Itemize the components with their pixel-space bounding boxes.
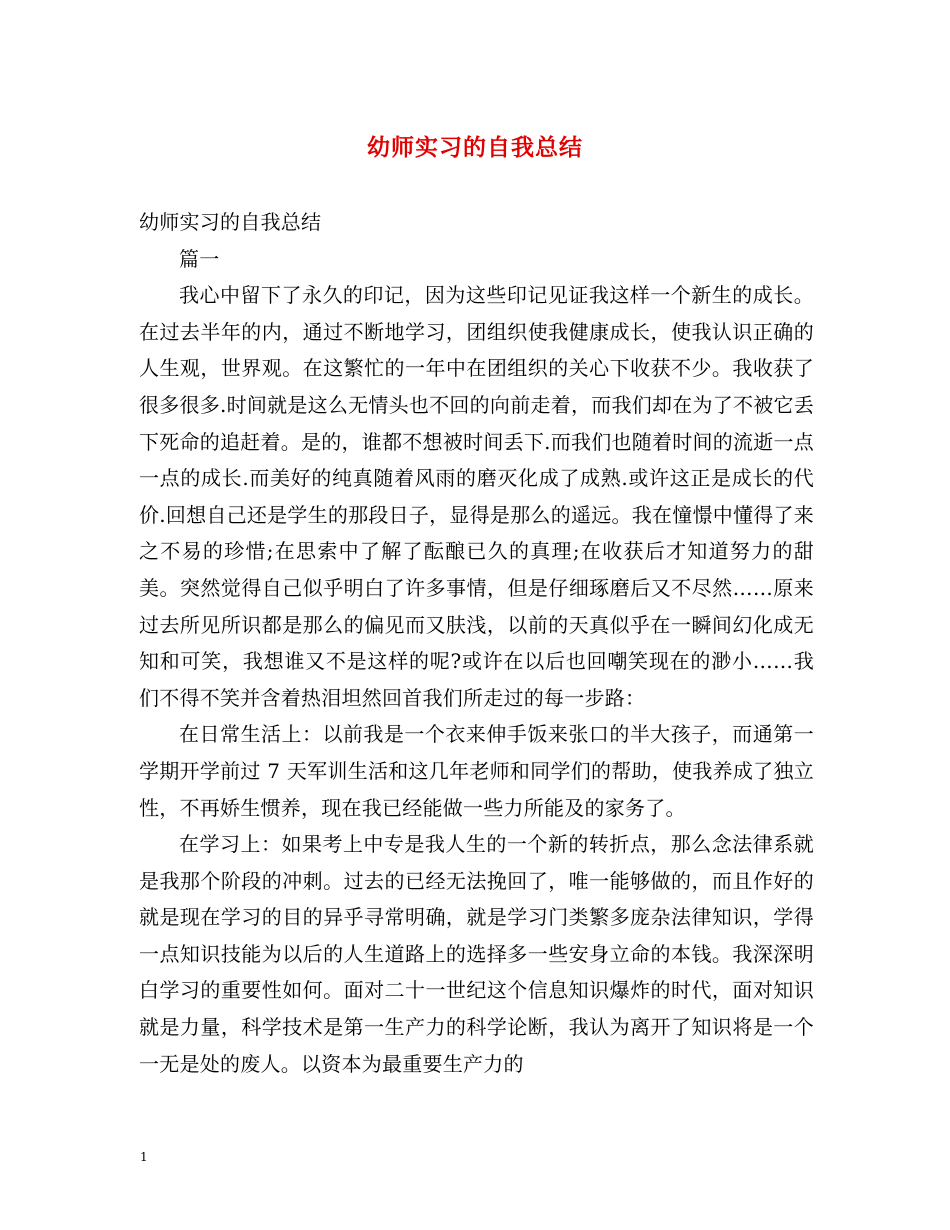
- document-subtitle: 幼师实习的自我总结: [139, 210, 322, 234]
- document-body: [139, 204, 814, 1082]
- body-paragraph-1: 我心中留下了永久的印记，因为这些印记见证我这样一个新生的成长。在过去半年的内，通过不断地学习，团组织使我健康成长，使我认识正确的人生观，世界观。在这繁忙的一年中在团组织的关心下收获不少。我收获了很多很多.时间就是这么无情头也不回的向前走着，而我们却在为了不被它丢下死命的追赶着。是的，谁都不想被时间丢下.而我们也随着时间的流逝一点一点的成长.而美好的纯真随着风雨的磨灭化成了成熟.或许这正是成长的代价.回想自己还是学生的那段日子，显得是那么的遥远。我在憧憬中懂得了来之不易的珍惜;在思索中了解了酝酿已久的真理;在收获后才知道努力的甜美。突然觉得自己似乎明白了许多事情，但是仔细琢磨后又不尽然……原来过去所见所识都是那么的偏见而又肤浅，以前的天真似乎在一瞬间幻化成无知和可笑，我想谁又不是这样的呢?或许在以后也回嘲笑现在的渺小……我们不得不笑并含着热泪坦然回首我们所走过的每一步路：: [139, 283, 814, 710]
- document-title: 幼师实习的自我总结: [367, 134, 583, 161]
- body-paragraph-2: 在日常生活上：以前我是一个衣来伸手饭来张口的半大孩子，而通第一学期开学前过 7 天军训生活和这几年老师和同学们的帮助，使我养成了独立性，不再娇生惯养，现在我已经能做一些力所能及的家务了。: [139, 722, 814, 820]
- body-paragraph-3: 在学习上：如果考上中专是我人生的一个新的转折点，那么念法律系就是我那个阶段的冲刺。过去的已经无法挽回了，唯一能够做的，而且作好的就是现在学习的目的异乎寻常明确，就是学习门类繁多庞杂法律知识，学得一点知识技能为以后的人生道路上的选择多一些安身立命的本钱。我深深明白学习的重要性如何。面对二十一世纪这个信息知识爆炸的时代，面对知识就是力量，科学技术是第一生产力的科学论断，我认为离开了知识将是一个一无是处的废人。以资本为最重要生产力的: [139, 832, 814, 1076]
- section-heading: 篇一: [179, 246, 220, 271]
- page-number: 1: [140, 1150, 148, 1164]
